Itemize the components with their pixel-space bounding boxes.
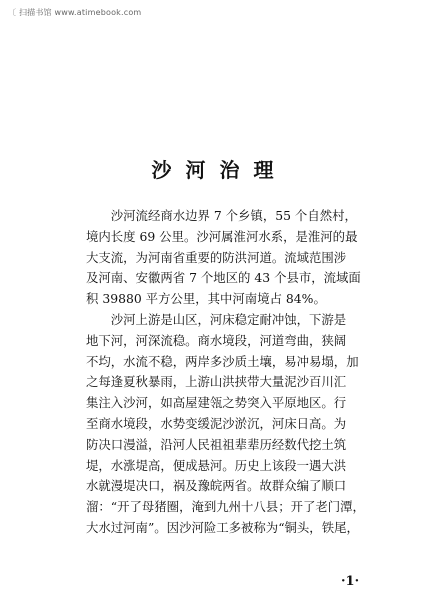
page-title: 沙河治理 [151, 158, 288, 182]
watermark-text: 〔 扫描书馆 www.atimebook.com [8, 8, 142, 17]
paragraph-2 [86, 310, 378, 539]
text-line: 积 39880 平方公里，其中河南境占 84%。 [86, 291, 326, 307]
text-line: 至商水境段，水势变缓泥沙淤沉，河床日高。为 [86, 415, 347, 431]
text-line: 境内长度 69 公里。沙河属淮河水系，是淮河的最 [86, 228, 358, 244]
paragraph-1 [86, 206, 378, 310]
text-line: 堤，水涨堤高，便成悬河。历史上该段一遇大洪 [86, 457, 347, 473]
text-line: 及河南、安徽两省 7 个地区的 43 个县市，流域面 [86, 270, 361, 286]
text-line: 不均，水流不稳，两岸多沙质土壤，易冲易塌，加 [86, 353, 359, 369]
text-line: 大水过河南”。因沙河险工多被称为“铜头，铁尾， [86, 519, 359, 535]
text-line: 集注入沙河，如高屋建瓴之势突入平原地区。行 [86, 395, 347, 411]
text-line: 大支流，为河南省重要的防洪河道。流域范围涉 [86, 249, 347, 265]
text-line: 溜：“开了母猪圈，淹到九州十八县；开了老门潭， [86, 499, 365, 515]
text-line: 之每逢夏秋暴雨，上游山洪挟带大量泥沙百川汇 [86, 374, 347, 390]
text-line: 地下河，河深流稳。商水境段，河道弯曲，狭阔 [86, 332, 347, 348]
text-line: 沙河流经商水边界 7 个乡镇，55 个自然村， [86, 208, 357, 223]
text-line: 沙河上游是山区，河床稳定耐冲蚀，下游是 [86, 311, 347, 327]
text-line: 防决口漫溢，沿河人民祖祖辈辈历经数代挖土筑 [86, 436, 347, 452]
page-number: ·1· [341, 574, 360, 589]
text-line: 水就漫堤决口，祸及豫皖两省。故群众编了顺口 [86, 478, 347, 494]
body-text [86, 206, 378, 539]
